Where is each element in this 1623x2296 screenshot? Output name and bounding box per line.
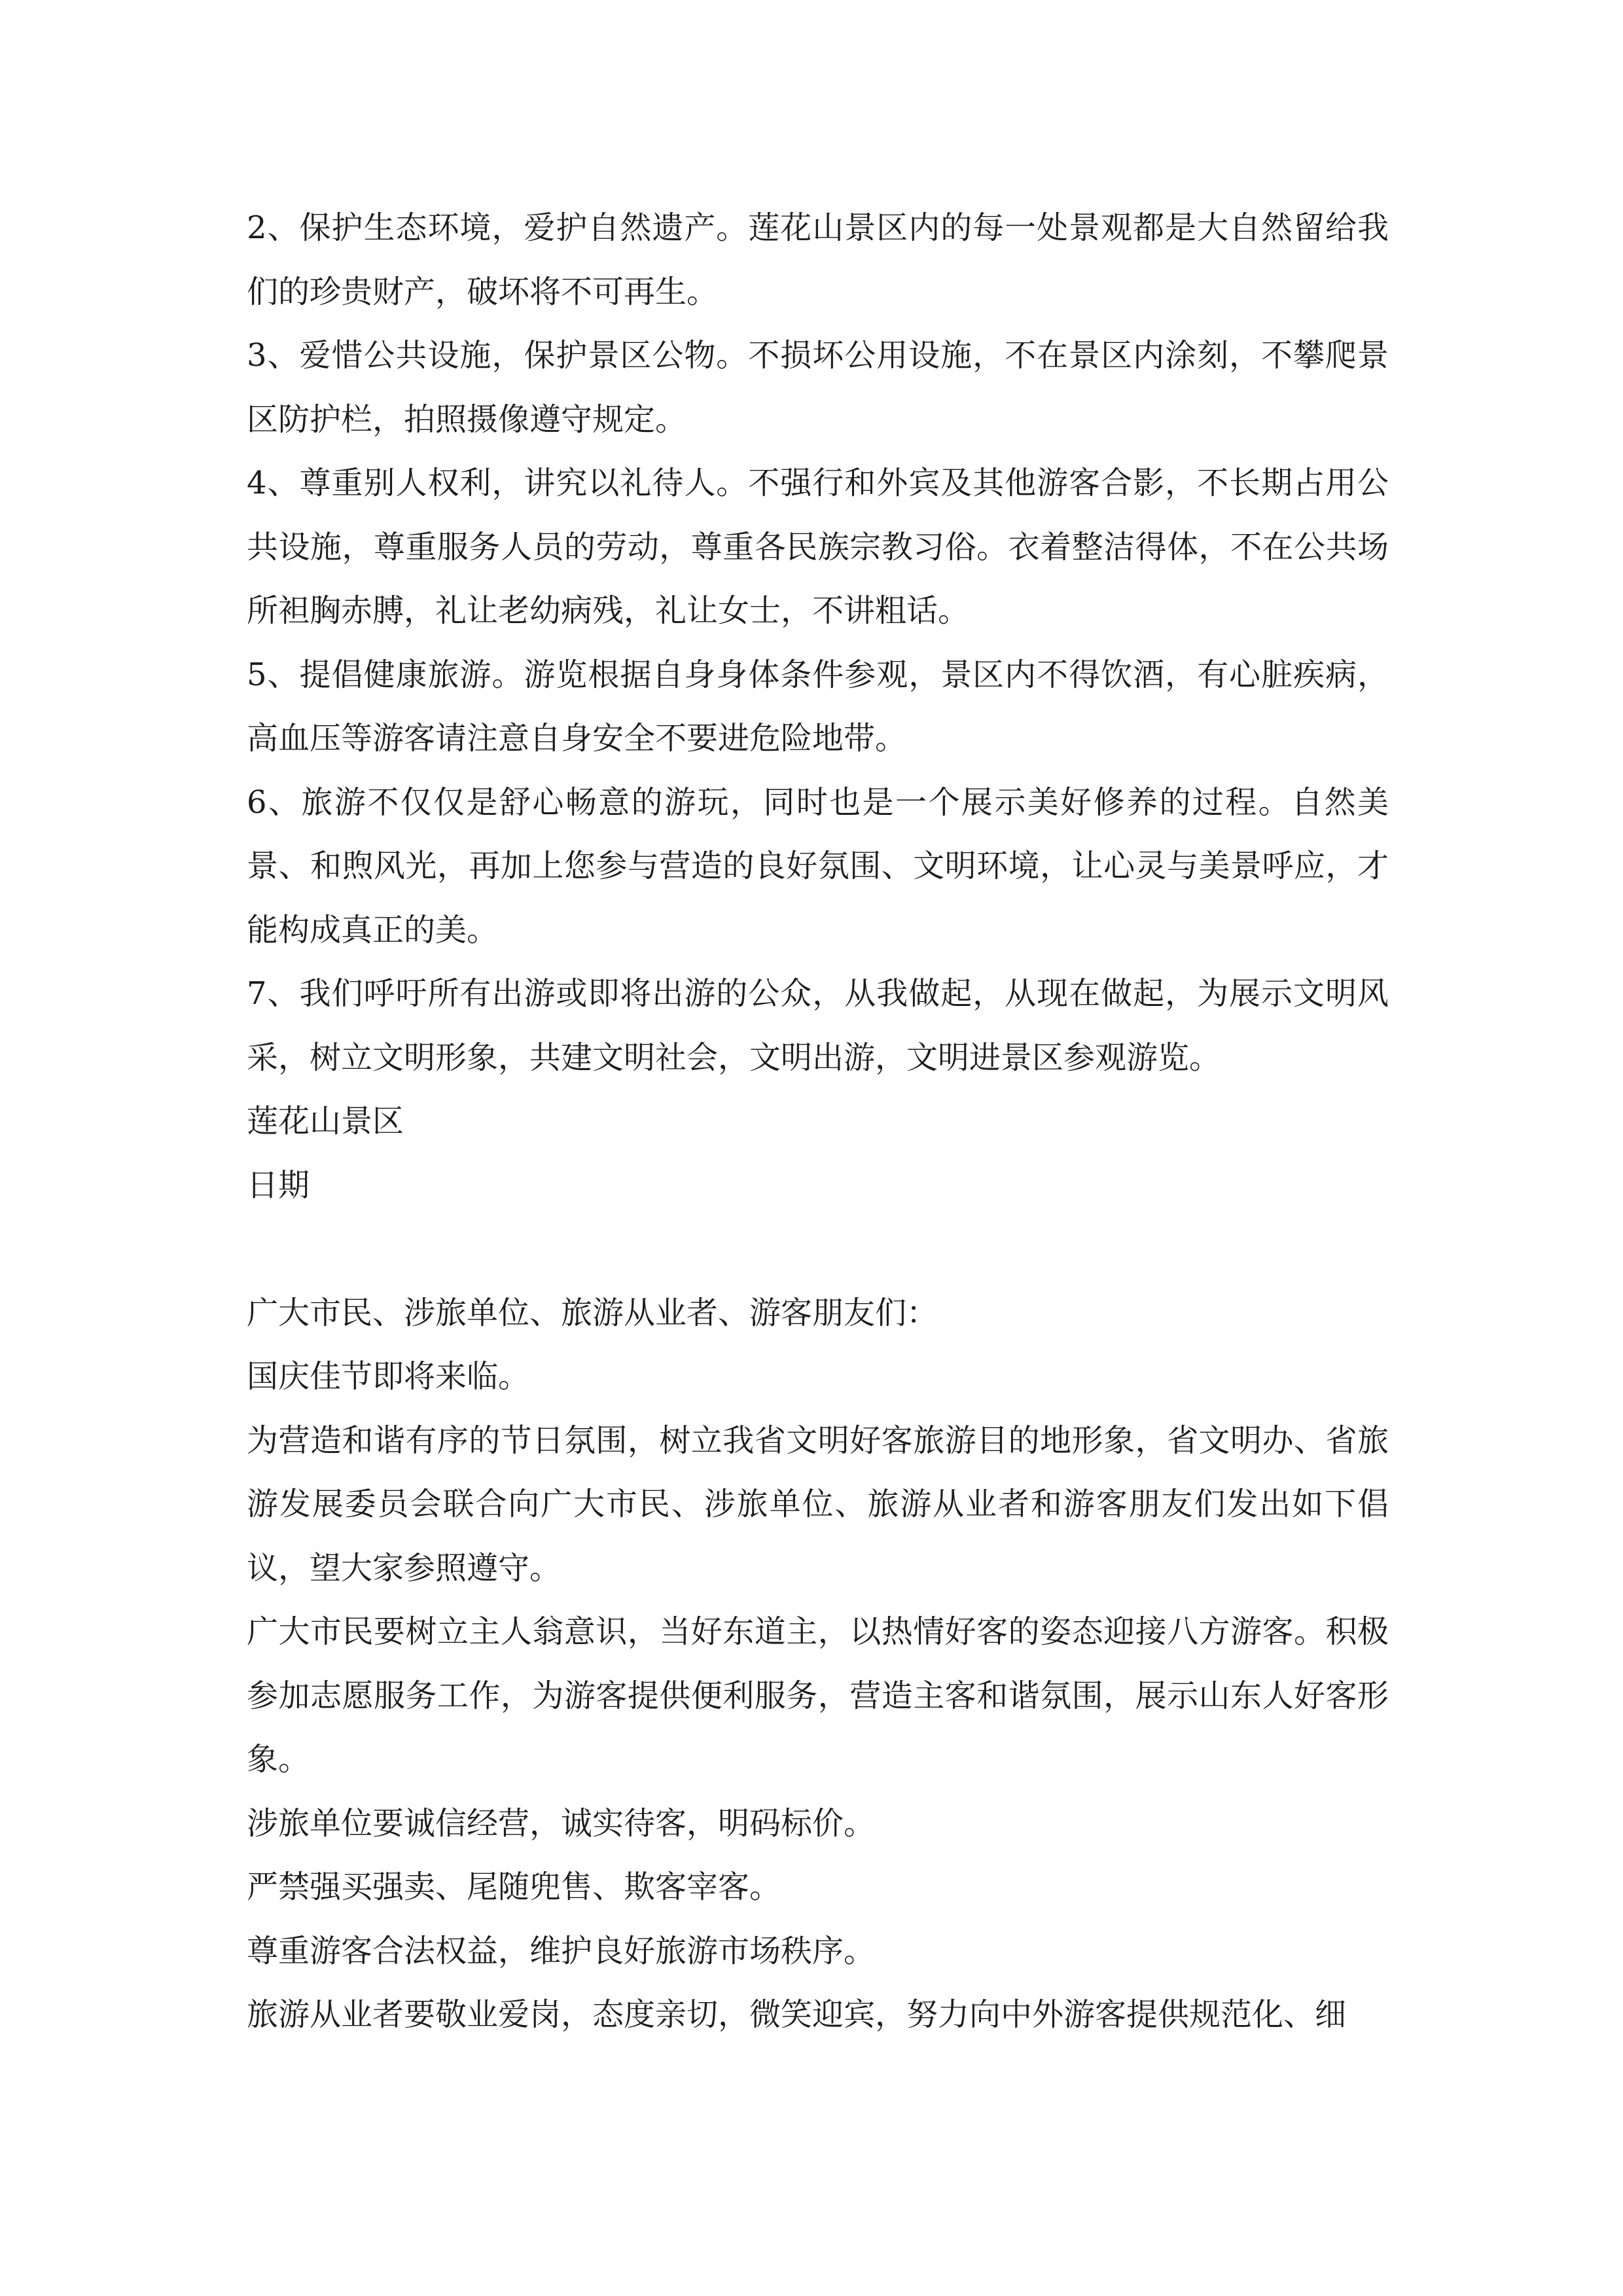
signature-date: 日期 bbox=[247, 1166, 310, 1204]
item-3-paragraph: 3、爱惜公共设施，保护景区公物。不损坏公用设施，不在景区内涂刻，不攀爬景区防护栏，拍照摄像遵守规定。 bbox=[247, 337, 1389, 438]
citizens-paragraph: 广大市民要树立主人翁意识，当好东道主，以热情好客的姿态迎接八方游客。积极参加志愿服务工作，为游客提供便利服务，营造主客和谐氛围，展示山东人好客形象。 bbox=[247, 1613, 1389, 1778]
section-spacer bbox=[247, 1217, 1389, 1282]
item-2-paragraph: 2、保护生态环境，爱护自然遗产。莲花山景区内的每一处景观都是大自然留给我们的珍贵财产，破坏将不可再生。 bbox=[247, 209, 1389, 310]
item-5-paragraph: 5、提倡健康旅游。游览根据自身身体条件参观，景区内不得饮酒，有心脏疾病，高血压等游客请注意自身安全不要进危险地带。 bbox=[247, 656, 1389, 757]
initiative-paragraph: 为营造和谐有序的节日氛围，树立我省文明好客旅游目的地形象，省文明办、省旅游发展委员会联合向广大市民、涉旅单位、旅游从业者和游客朋友们发出如下倡议，望大家参照遵守。 bbox=[247, 1422, 1389, 1587]
units-paragraph: 涉旅单位要诚信经营，诚实待客，明码标价。 bbox=[247, 1804, 876, 1842]
prohibition-paragraph: 严禁强买强卖、尾随兜售、欺客宰客。 bbox=[247, 1869, 781, 1905]
practitioners-paragraph: 旅游从业者要敬业爱岗，态度亲切，微笑迎宾，努力向中外游客提供规范化、细 bbox=[247, 1996, 1347, 2033]
document-body bbox=[247, 196, 1389, 2047]
salutation: 广大市民、涉旅单位、旅游从业者、游客朋友们： bbox=[247, 1294, 938, 1331]
item-7-paragraph: 7、我们呼吁所有出游或即将出游的公众，从我做起，从现在做起，为展示文明风采，树立文明形象，共建文明社会，文明出游，文明进景区参观游览。 bbox=[247, 975, 1389, 1076]
item-4-paragraph: 4、尊重别人权利，讲究以礼待人。不强行和外宾及其他游客合影，不长期占用公共设施，尊重服务人员的劳动，尊重各民族宗教习俗。衣着整洁得体，不在公共场所袒胸赤膊，礼让老幼病残，礼让女士，不讲粗话。 bbox=[247, 465, 1389, 629]
item-6-paragraph: 6、旅游不仅仅是舒心畅意的游玩，同时也是一个展示美好修养的过程。自然美景、和煦风光，再加上您参与营造的良好氛围、文明环境，让心灵与美景呼应，才能构成真正的美。 bbox=[247, 783, 1389, 948]
rights-paragraph: 尊重游客合法权益，维护良好旅游市场秩序。 bbox=[247, 1932, 876, 1969]
signature-organization: 莲花山景区 bbox=[247, 1103, 404, 1139]
intro-sentence: 国庆佳节即将来临。 bbox=[247, 1358, 530, 1395]
